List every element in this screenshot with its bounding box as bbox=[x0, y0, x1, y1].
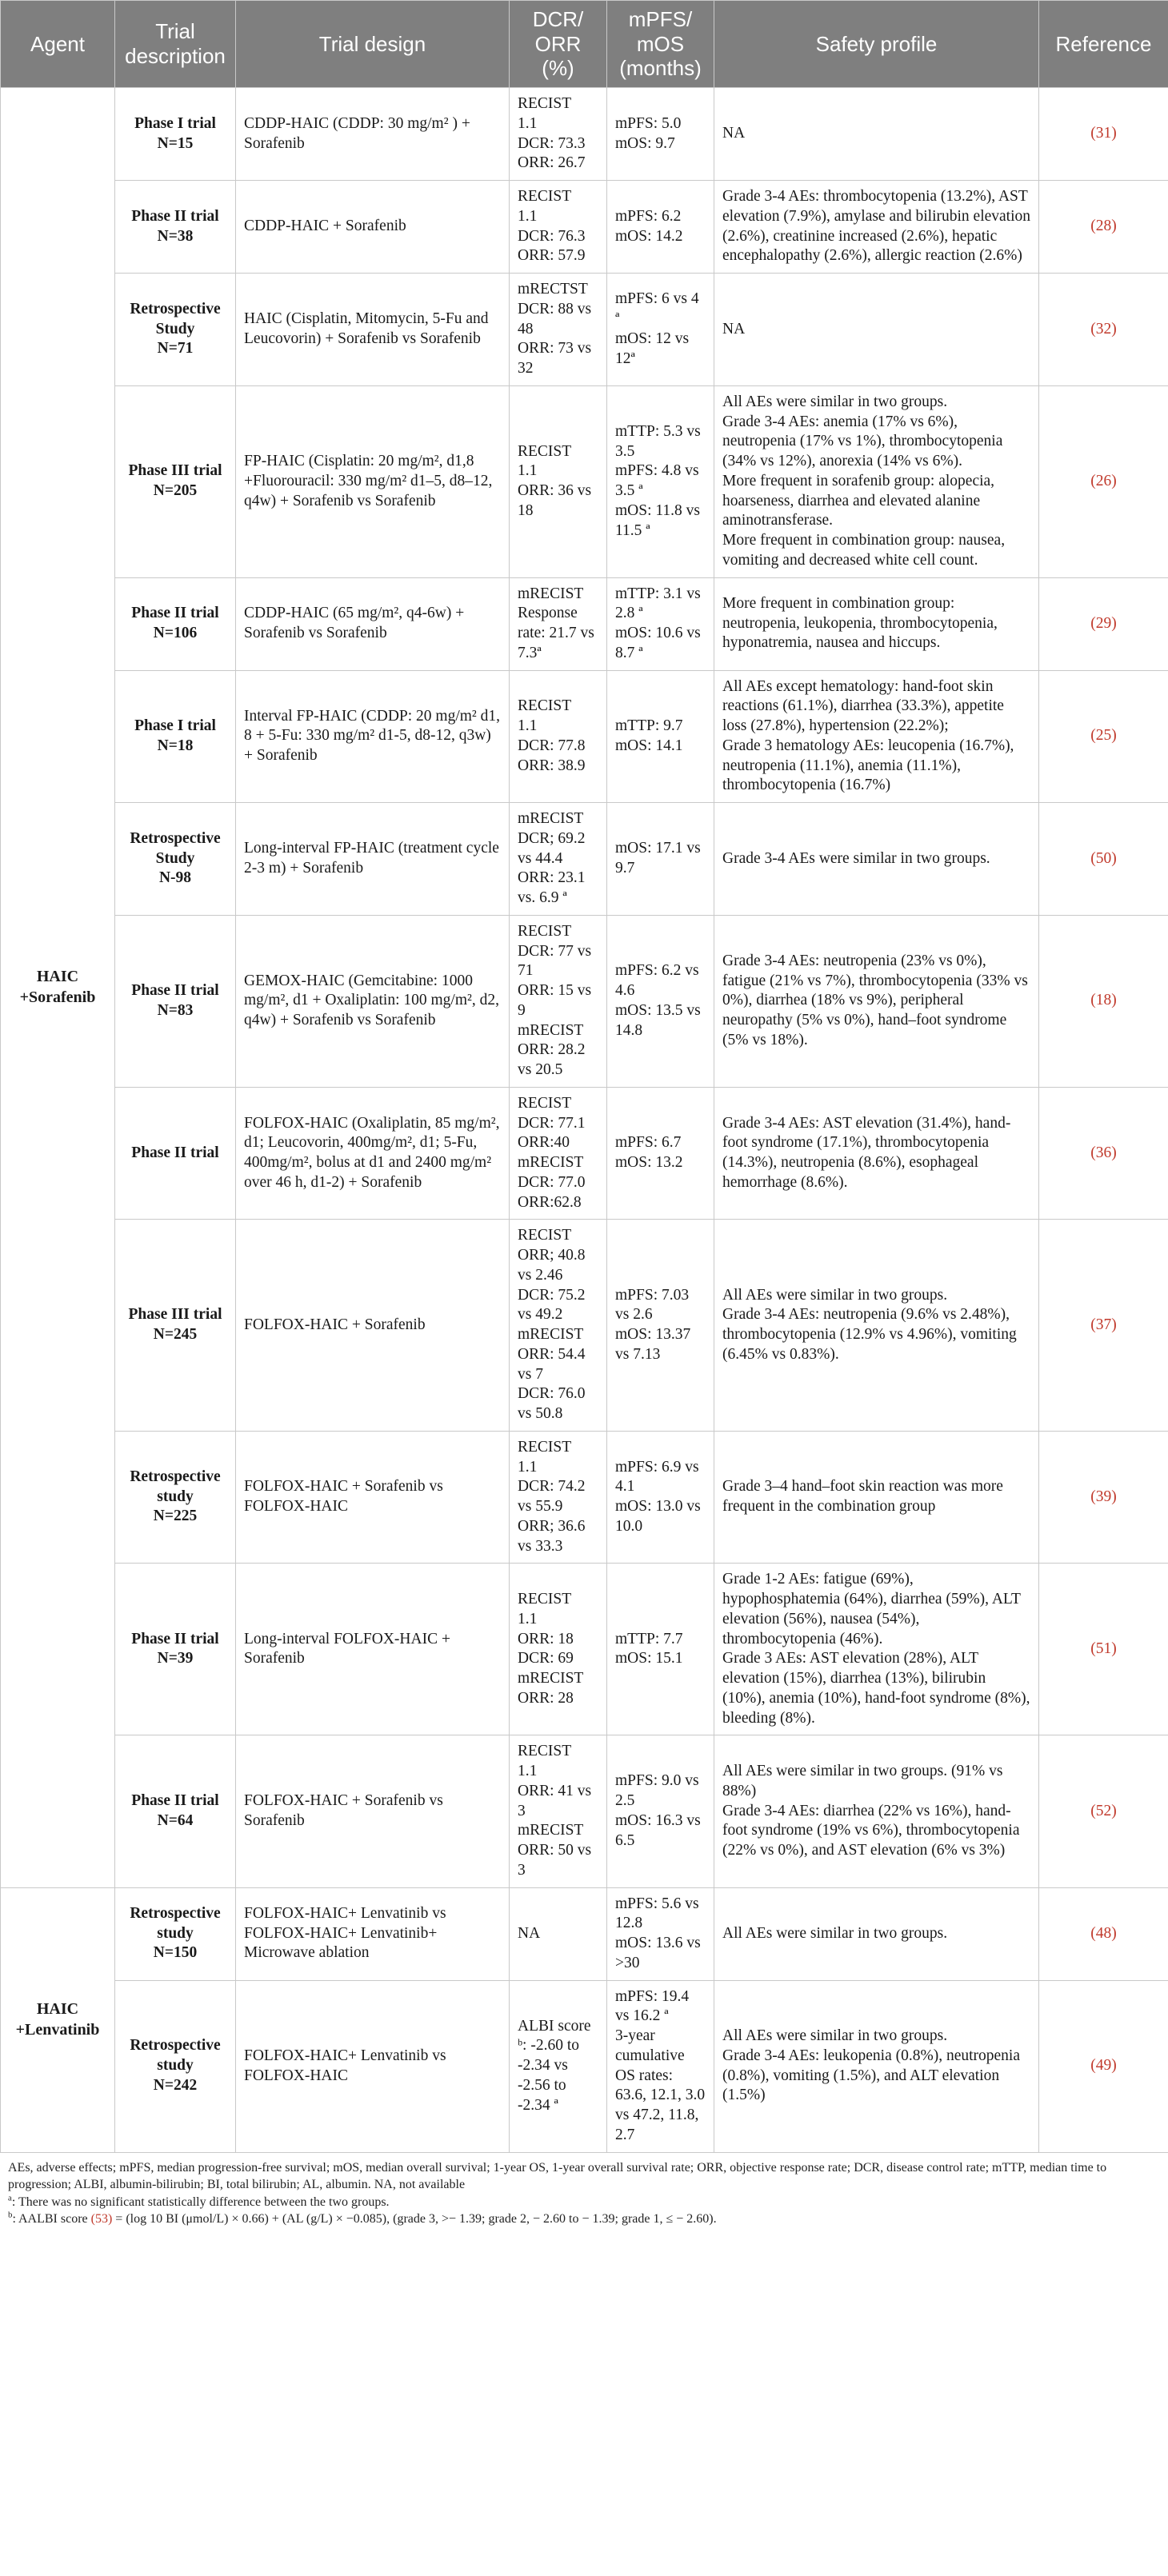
trial-description-cell-line: Retrospective Study bbox=[130, 829, 221, 867]
safety-profile-cell bbox=[714, 1980, 1039, 2152]
safety-profile-cell bbox=[714, 1431, 1039, 1564]
trial-description-cell bbox=[115, 1735, 236, 1887]
dcr-orr-cell-line: mRECIST bbox=[518, 585, 584, 602]
table-row bbox=[1, 803, 1168, 916]
reference-link[interactable]: (49) bbox=[1090, 2057, 1117, 2075]
trial-description-cell-line: N=205 bbox=[153, 482, 198, 500]
trial-description-cell bbox=[115, 803, 236, 916]
reference-link[interactable]: (36) bbox=[1090, 1144, 1117, 1161]
table-row bbox=[1, 1887, 1168, 1980]
table-row bbox=[1, 915, 1168, 1087]
agent-cell: HAIC +Lenvatinib bbox=[1, 1887, 115, 2152]
reference-cell bbox=[1039, 803, 1168, 916]
dcr-orr-cell-line: RECIST bbox=[518, 188, 572, 206]
trial-description-cell bbox=[115, 181, 236, 274]
dcr-orr-cell-line: 1.1 bbox=[518, 207, 538, 225]
mpfs-mos-cell-line: mPFS: 9.0 vs 2.5 bbox=[615, 1772, 699, 1810]
table-row bbox=[1, 670, 1168, 803]
reference-link[interactable]: (48) bbox=[1090, 1924, 1117, 1942]
safety-profile-cell-line: Grade 3–4 hand–foot skin reaction was more frequent in the combination group bbox=[722, 1478, 1003, 1516]
trial-description-cell-line: N=242 bbox=[153, 2076, 198, 2094]
dcr-orr-cell bbox=[510, 274, 607, 386]
trial-design-cell: FOLFOX-HAIC+ Lenvatinib vs FOLFOX-HAIC+ Lenvatinib+ Microwave ablation bbox=[236, 1887, 510, 1980]
dcr-orr-cell-line: DCR: 77.1 bbox=[518, 1114, 586, 1132]
safety-profile-cell-line: All AEs were similar in two groups. bbox=[722, 1286, 948, 1304]
mpfs-mos-cell bbox=[607, 385, 714, 577]
header-trial-design: Trial design bbox=[236, 1, 510, 88]
dcr-orr-cell-line: Response rate: 21.7 vs 7.3ª bbox=[518, 605, 594, 661]
dcr-orr-cell-line: ORR; 36.6 vs 33.3 bbox=[518, 1517, 586, 1555]
mpfs-mos-cell-line: mTTP: 3.1 vs 2.8 ª bbox=[615, 585, 701, 622]
dcr-orr-cell-line: DCR: 69 bbox=[518, 1650, 574, 1667]
trial-design-cell: Long-interval FP-HAIC (treatment cycle 2-3 m) + Sorafenib bbox=[236, 803, 510, 916]
dcr-orr-cell bbox=[510, 1735, 607, 1887]
dcr-orr-cell-line: mRECIST bbox=[518, 810, 584, 828]
safety-profile-cell-line: Grade 3-4 AEs: neutropenia (9.6% vs 2.48%), thrombocytopenia (12.9% vs 4.96%), vomiting (6.45% vs 0.83%). bbox=[722, 1306, 1017, 1363]
safety-profile-cell-line: Grade 3-4 AEs: thrombocytopenia (13.2%), AST elevation (7.9%), amylase and bilirubin elevation (2.6%), creatinine increased (2.6%), hepatic encephalopathy (2.6%), allergic reaction (2.6%) bbox=[722, 188, 1031, 265]
trial-description-cell bbox=[115, 274, 236, 386]
trial-description-cell-line: Retrospective study bbox=[130, 2037, 221, 2075]
dcr-orr-cell bbox=[510, 670, 607, 803]
dcr-orr-cell-line: DCR; 69.2 vs 44.4 bbox=[518, 829, 586, 867]
safety-profile-cell bbox=[714, 274, 1039, 386]
safety-profile-cell-line: All AEs were similar in two groups. (91% vs 88%) bbox=[722, 1763, 1003, 1799]
table-row bbox=[1, 385, 1168, 577]
mpfs-mos-cell-line: mOS: 14.2 bbox=[615, 227, 683, 245]
dcr-orr-cell-line: RECIST bbox=[518, 95, 572, 113]
agent-cell: HAIC +Sorafenib bbox=[1, 88, 115, 1888]
trial-description-cell-line: N=71 bbox=[157, 340, 194, 357]
trial-description-cell bbox=[115, 1564, 236, 1735]
safety-profile-cell-line: More frequent in combination group: neutropenia, leukopenia, thrombocytopenia, hyponatremia, nausea and hiccups. bbox=[722, 594, 998, 652]
trial-design-cell: CDDP-HAIC (CDDP: 30 mg/m² ) + Sorafenib bbox=[236, 88, 510, 181]
header-safety-profile: Safety profile bbox=[714, 1, 1039, 88]
trial-design-cell: GEMOX-HAIC (Gemcitabine: 1000 mg/m², d1 + Oxaliplatin: 100 mg/m², d2, q4w) + Sorafenib vs Sorafenib bbox=[236, 915, 510, 1087]
mpfs-mos-cell-line: mOS: 13.2 bbox=[615, 1154, 683, 1172]
footnote-b-reference-link[interactable]: (53) bbox=[90, 2212, 113, 2227]
trial-description-cell-line: N=245 bbox=[153, 1326, 198, 1344]
dcr-orr-cell-line: 1.1 bbox=[518, 1610, 538, 1627]
dcr-orr-cell-line: DCR: 75.2 vs 49.2 bbox=[518, 1286, 586, 1324]
dcr-orr-cell bbox=[510, 1220, 607, 1432]
table-row bbox=[1, 1220, 1168, 1432]
trial-description-cell-line: Phase III trial bbox=[128, 462, 222, 480]
mpfs-mos-cell-line: mOS: 12 vs 12ª bbox=[615, 329, 690, 367]
dcr-orr-cell-line: DCR: 77 vs 71 bbox=[518, 942, 592, 980]
safety-profile-cell bbox=[714, 670, 1039, 803]
safety-profile-cell-line: NA bbox=[722, 320, 746, 337]
dcr-orr-cell bbox=[510, 1564, 607, 1735]
safety-profile-cell-line: Grade 3-4 AEs: leukopenia (0.8%), neutropenia (0.8%), vomiting (1.5%), and ALT elevation (1.5%) bbox=[722, 2047, 1021, 2104]
dcr-orr-cell-line: RECIST bbox=[518, 1438, 572, 1456]
table-row bbox=[1, 577, 1168, 670]
mpfs-mos-cell-line: mOS: 16.3 vs 6.5 bbox=[615, 1811, 701, 1849]
dcr-orr-cell-line: ORR: 28.2 vs 20.5 bbox=[518, 1041, 586, 1079]
reference-cell bbox=[1039, 88, 1168, 181]
reference-link[interactable]: (26) bbox=[1090, 472, 1117, 489]
trial-description-cell-line: Phase II trial bbox=[131, 207, 219, 225]
dcr-orr-cell-line: mRECIST bbox=[518, 1326, 584, 1344]
mpfs-mos-cell bbox=[607, 1220, 714, 1432]
trial-description-cell-line: N=18 bbox=[157, 737, 194, 754]
mpfs-mos-cell-line: 3-year cumulative OS rates: 63.6, 12.1, 3.0 vs 47.2, 11.8, 2.7 bbox=[615, 2027, 706, 2143]
trial-description-cell bbox=[115, 88, 236, 181]
trial-description-cell-line: N=83 bbox=[157, 1001, 194, 1019]
mpfs-mos-cell bbox=[607, 1564, 714, 1735]
dcr-orr-cell bbox=[510, 915, 607, 1087]
dcr-orr-cell-line: RECIST bbox=[518, 442, 572, 460]
safety-profile-cell-line: All AEs except hematology: hand-foot skin reactions (61.1%), diarrhea (33.3%), appetite loss (27.8%), hypertension (22.2%); bbox=[722, 677, 1004, 735]
trial-description-cell bbox=[115, 1220, 236, 1432]
trial-design-cell: FP-HAIC (Cisplatin: 20 mg/m², d1,8 +Fluorouracil: 330 mg/m² d1–5, d8–12, q4w) + Sorafenib vs Sorafenib bbox=[236, 385, 510, 577]
dcr-orr-cell-line: mRECIST bbox=[518, 1154, 584, 1172]
header-row bbox=[1, 1, 1168, 88]
dcr-orr-cell bbox=[510, 577, 607, 670]
mpfs-mos-cell-line: mPFS: 5.0 bbox=[615, 114, 682, 132]
safety-profile-cell bbox=[714, 88, 1039, 181]
safety-profile-cell-line: All AEs were similar in two groups. bbox=[722, 2027, 948, 2045]
mpfs-mos-cell-line: mPFS: 4.8 vs 3.5 ª bbox=[615, 462, 699, 500]
table-row bbox=[1, 1735, 1168, 1887]
reference-cell bbox=[1039, 1087, 1168, 1220]
trial-description-cell-line: Phase I trial bbox=[134, 114, 216, 132]
safety-profile-cell-line: More frequent in sorafenib group: alopecia, hoarseness, diarrhea and elevated alanine aminotransferase. bbox=[722, 472, 995, 529]
mpfs-mos-cell bbox=[607, 1887, 714, 1980]
mpfs-mos-cell bbox=[607, 1431, 714, 1564]
safety-profile-cell-line: Grade 3 hematology AEs: leucopenia (16.7%), neutropenia (11.1%), anemia (11.1%), thrombocytopenia (16.7%) bbox=[722, 737, 1014, 794]
mpfs-mos-cell-line: mOS: 9.7 bbox=[615, 134, 675, 152]
reference-cell bbox=[1039, 1980, 1168, 2152]
dcr-orr-cell-line: ORR: 54.4 vs 7 bbox=[518, 1345, 586, 1383]
trial-description-cell bbox=[115, 1087, 236, 1220]
trial-design-cell: FOLFOX-HAIC+ Lenvatinib vs FOLFOX-HAIC bbox=[236, 1980, 510, 2152]
safety-profile-cell-line: Grade 1-2 AEs: fatigue (69%), hypophosphatemia (64%), diarrhea (59%), ALT elevation (56%), nausea (54%), thrombocytopenia (46%). bbox=[722, 1571, 1021, 1647]
header-reference: Reference bbox=[1039, 1, 1168, 88]
dcr-orr-cell bbox=[510, 803, 607, 916]
safety-profile-cell-line: Grade 3-4 AEs: anemia (17% vs 6%), neutropenia (17% vs 1%), thrombocytopenia (34% vs 12%), anorexia (14% vs 6%). bbox=[722, 413, 1003, 470]
mpfs-mos-cell-line: mOS: 11.8 vs 11.5 ª bbox=[615, 501, 701, 539]
safety-profile-cell-line: All AEs were similar in two groups. bbox=[722, 1924, 948, 1942]
table-row bbox=[1, 1431, 1168, 1564]
mpfs-mos-cell-line: mTTP: 5.3 vs 3.5 bbox=[615, 422, 701, 460]
dcr-orr-cell-line: DCR: 76.0 vs 50.8 bbox=[518, 1385, 586, 1423]
mpfs-mos-cell bbox=[607, 1980, 714, 2152]
trial-design-cell: Interval FP-HAIC (CDDP: 20 mg/m² d1, 8 + 5-Fu: 330 mg/m² d1-5, d8-12, q3w) + Sorafenib bbox=[236, 670, 510, 803]
dcr-orr-cell-line: RECIST bbox=[518, 1591, 572, 1608]
dcr-orr-cell-line: ORR: 50 vs 3 bbox=[518, 1842, 592, 1879]
header-agent: Agent bbox=[1, 1, 115, 88]
safety-profile-cell-line: All AEs were similar in two groups. bbox=[722, 393, 948, 410]
reference-cell bbox=[1039, 670, 1168, 803]
safety-profile-cell-line: Grade 3-4 AEs: neutropenia (23% vs 0%), fatigue (21% vs 7%), thrombocytopenia (33% vs 0%), diarrhea (18% vs 9%), peripheral neuropathy (5% vs 0%), hand–foot syndrome (5% vs 18%). bbox=[722, 952, 1028, 1048]
mpfs-mos-cell-line: mOS: 13.6 vs >30 bbox=[615, 1935, 701, 1971]
dcr-orr-cell-line: ORR: 38.9 bbox=[518, 757, 586, 774]
dcr-orr-cell-line: ORR: 57.9 bbox=[518, 247, 586, 265]
safety-profile-cell bbox=[714, 1887, 1039, 1980]
dcr-orr-cell-line: DCR: 77.0 bbox=[518, 1173, 586, 1191]
mpfs-mos-cell-line: mPFS: 6.2 vs 4.6 bbox=[615, 962, 699, 1000]
dcr-orr-cell-line: ORR; 40.8 vs 2.46 bbox=[518, 1247, 586, 1284]
header-mpfs-mos: mPFS/ mOS (months) bbox=[607, 1, 714, 88]
dcr-orr-cell-line: RECIST bbox=[518, 1094, 572, 1112]
safety-profile-cell bbox=[714, 1087, 1039, 1220]
trial-description-cell-line: N=15 bbox=[157, 134, 194, 152]
mpfs-mos-cell-line: mPFS: 5.6 vs 12.8 bbox=[615, 1895, 699, 1932]
trial-description-cell bbox=[115, 385, 236, 577]
reference-cell bbox=[1039, 1431, 1168, 1564]
trial-design-cell: Long-interval FOLFOX-HAIC + Sorafenib bbox=[236, 1564, 510, 1735]
trial-description-cell bbox=[115, 670, 236, 803]
dcr-orr-cell-line: ORR: 15 vs 9 bbox=[518, 982, 592, 1019]
table-row bbox=[1, 88, 1168, 181]
dcr-orr-cell-line: mRECTST bbox=[518, 281, 588, 298]
table-row bbox=[1, 1087, 1168, 1220]
dcr-orr-cell bbox=[510, 1980, 607, 2152]
mpfs-mos-cell-line: mOS: 13.37 vs 7.13 bbox=[615, 1326, 691, 1363]
mpfs-mos-cell bbox=[607, 803, 714, 916]
footnote-b: $^b$: AALBI score (53) = (log 10 BI (μmol/L) × 0.66) + (AL (g/L) × −0.085), (grade 3, >− 1.39; grade 2, − 2.60 to − 1.39; grade 1, ≤ − 2.60). bbox=[8, 2210, 717, 2227]
reference-link[interactable]: (32) bbox=[1090, 320, 1117, 337]
mpfs-mos-cell-line: mOS: 13.5 vs 14.8 bbox=[615, 1001, 701, 1039]
reference-cell bbox=[1039, 1220, 1168, 1432]
mpfs-mos-cell bbox=[607, 1735, 714, 1887]
dcr-orr-cell-line: RECIST bbox=[518, 1227, 572, 1244]
trial-description-cell-line: Phase II trial bbox=[131, 982, 219, 1000]
trial-description-cell-line: Phase II trial bbox=[131, 605, 219, 622]
dcr-orr-cell-line: DCR: 73.3 bbox=[518, 134, 586, 152]
header-trial-description: Trial description bbox=[115, 1, 236, 88]
table-footnotes bbox=[0, 2153, 1168, 2235]
mpfs-mos-cell bbox=[607, 577, 714, 670]
dcr-orr-cell-line: RECIST bbox=[518, 1743, 572, 1760]
dcr-orr-cell-line: ORR: 18 bbox=[518, 1630, 574, 1647]
mpfs-mos-cell bbox=[607, 915, 714, 1087]
reference-cell bbox=[1039, 577, 1168, 670]
safety-profile-cell bbox=[714, 915, 1039, 1087]
header-dcr-orr: DCR/ ORR (%) bbox=[510, 1, 607, 88]
dcr-orr-cell bbox=[510, 1431, 607, 1564]
safety-profile-cell-line: More frequent in combination group: nausea, vomiting and decreased white cell count. bbox=[722, 532, 1006, 569]
trial-description-cell-line: Phase II trial bbox=[131, 1630, 219, 1647]
reference-cell bbox=[1039, 385, 1168, 577]
trial-description-cell bbox=[115, 577, 236, 670]
trial-description-cell bbox=[115, 1980, 236, 2152]
mpfs-mos-cell-line: mPFS: 6.9 vs 4.1 bbox=[615, 1458, 699, 1496]
mpfs-mos-cell-line: mPFS: 19.4 vs 16.2 ª bbox=[615, 1987, 690, 2025]
dcr-orr-cell-line: ORR: 73 vs 32 bbox=[518, 340, 592, 377]
trial-description-cell-line: N=64 bbox=[157, 1811, 194, 1829]
safety-profile-cell-line: Grade 3-4 AEs were similar in two groups. bbox=[722, 849, 990, 867]
reference-link[interactable]: (37) bbox=[1090, 1316, 1117, 1333]
mpfs-mos-cell-line: mPFS: 6 vs 4 ª bbox=[615, 290, 699, 328]
dcr-orr-cell-line: DCR: 88 vs 48 bbox=[518, 300, 592, 337]
trial-description-cell-line: Retrospective study bbox=[130, 1904, 221, 1942]
mpfs-mos-cell-line: mOS: 15.1 bbox=[615, 1650, 683, 1667]
trial-description-cell-line: Phase III trial bbox=[128, 1306, 222, 1324]
trial-description-cell bbox=[115, 1887, 236, 1980]
dcr-orr-cell-line: ORR: 23.1 vs. 6.9 ª bbox=[518, 869, 586, 907]
dcr-orr-cell-line: DCR: 74.2 vs 55.9 bbox=[518, 1478, 586, 1516]
dcr-orr-cell-line: RECIST bbox=[518, 922, 572, 940]
mpfs-mos-cell-line: mPFS: 6.2 bbox=[615, 207, 682, 225]
reference-link[interactable]: (51) bbox=[1090, 1639, 1117, 1657]
trial-description-cell-line: N-98 bbox=[158, 869, 192, 887]
safety-profile-cell bbox=[714, 577, 1039, 670]
dcr-orr-cell-line: ORR:40 bbox=[518, 1134, 570, 1152]
table-row bbox=[1, 181, 1168, 274]
table-row bbox=[1, 274, 1168, 386]
mpfs-mos-cell-line: mOS: 13.0 vs 10.0 bbox=[615, 1498, 701, 1535]
trial-design-cell: CDDP-HAIC + Sorafenib bbox=[236, 181, 510, 274]
mpfs-mos-cell bbox=[607, 274, 714, 386]
reference-link[interactable]: (28) bbox=[1090, 218, 1117, 235]
trial-design-cell: CDDP-HAIC (65 mg/m², q4-6w) + Sorafenib vs Sorafenib bbox=[236, 577, 510, 670]
mpfs-mos-cell-line: mOS: 17.1 vs 9.7 bbox=[615, 840, 701, 877]
trial-design-cell: FOLFOX-HAIC + Sorafenib vs Sorafenib bbox=[236, 1735, 510, 1887]
mpfs-mos-cell-line: mPFS: 6.7 bbox=[615, 1134, 682, 1152]
reference-link[interactable]: (18) bbox=[1090, 992, 1117, 1009]
trial-design-cell: FOLFOX-HAIC + Sorafenib bbox=[236, 1220, 510, 1432]
reference-cell bbox=[1039, 1887, 1168, 1980]
trial-design-cell: FOLFOX-HAIC (Oxaliplatin, 85 mg/m², d1; Leucovorin, 400mg/m², d1; 5-Fu, 400mg/m², bolus at d1 and 2400 mg/m² over 46 h, d1-2) + Sorafenib bbox=[236, 1087, 510, 1220]
trial-description-cell-line: Phase II trial bbox=[131, 1144, 219, 1161]
trial-description-cell-line: N=150 bbox=[153, 1944, 198, 1962]
safety-profile-cell-line: Grade 3-4 AEs: AST elevation (31.4%), hand-foot syndrome (17.1%), thrombocytopenia (14.3%), neutropenia (8.6%), esophageal hemorrhage (8.6%). bbox=[722, 1114, 1011, 1191]
dcr-orr-cell bbox=[510, 181, 607, 274]
mpfs-mos-cell-line: mTTP: 9.7 bbox=[615, 717, 683, 735]
dcr-orr-cell-line: 1.1 bbox=[518, 114, 538, 132]
safety-profile-cell-line: Grade 3-4 AEs: diarrhea (22% vs 16%), hand-foot syndrome (19% vs 6%), thrombocytopenia (22% vs 0%), and AST elevation (6% vs 3%) bbox=[722, 1802, 1020, 1859]
dcr-orr-cell-line: mRECIST bbox=[518, 1822, 584, 1839]
table-row bbox=[1, 1980, 1168, 2152]
dcr-orr-cell-line: 1.1 bbox=[518, 1458, 538, 1476]
safety-profile-cell bbox=[714, 1220, 1039, 1432]
trial-description-cell-line: Retrospective study bbox=[130, 1468, 221, 1505]
dcr-orr-cell bbox=[510, 1087, 607, 1220]
trial-description-cell-line: N=39 bbox=[157, 1650, 194, 1667]
dcr-orr-cell-line: 1.1 bbox=[518, 462, 538, 480]
table-row bbox=[1, 1564, 1168, 1735]
dcr-orr-cell bbox=[510, 88, 607, 181]
reference-cell bbox=[1039, 274, 1168, 386]
mpfs-mos-cell-line: mOS: 10.6 vs 8.7 ª bbox=[615, 625, 701, 661]
trial-description-cell-line: N=38 bbox=[157, 227, 194, 245]
dcr-orr-cell bbox=[510, 1887, 607, 1980]
dcr-orr-cell-line: mRECIST bbox=[518, 1021, 584, 1039]
trial-description-cell bbox=[115, 915, 236, 1087]
dcr-orr-cell-line: mRECIST bbox=[518, 1670, 584, 1687]
reference-link[interactable]: (39) bbox=[1090, 1488, 1117, 1505]
safety-profile-cell bbox=[714, 1564, 1039, 1735]
trial-description-cell-line: N=225 bbox=[153, 1508, 198, 1525]
dcr-orr-cell-line: RECIST bbox=[518, 697, 572, 715]
trial-design-cell: FOLFOX-HAIC + Sorafenib vs FOLFOX-HAIC bbox=[236, 1431, 510, 1564]
reference-cell bbox=[1039, 1564, 1168, 1735]
safety-profile-cell bbox=[714, 181, 1039, 274]
mpfs-mos-cell bbox=[607, 181, 714, 274]
trial-design-cell: HAIC (Cisplatin, Mitomycin, 5-Fu and Leucovorin) + Sorafenib vs Sorafenib bbox=[236, 274, 510, 386]
dcr-orr-cell-line: 1.1 bbox=[518, 717, 538, 735]
reference-link[interactable]: (52) bbox=[1090, 1802, 1117, 1819]
dcr-orr-cell-line: 1.1 bbox=[518, 1763, 538, 1780]
dcr-orr-cell-line: ORR:62.8 bbox=[518, 1193, 582, 1211]
dcr-orr-cell-line: ORR: 26.7 bbox=[518, 154, 586, 172]
mpfs-mos-cell bbox=[607, 88, 714, 181]
trial-description-cell-line: Phase II trial bbox=[131, 1792, 219, 1810]
dcr-orr-cell-line: DCR: 77.8 bbox=[518, 737, 586, 754]
reference-cell bbox=[1039, 1735, 1168, 1887]
mpfs-mos-cell-line: mOS: 14.1 bbox=[615, 737, 683, 754]
dcr-orr-cell-line: DCR: 76.3 bbox=[518, 227, 586, 245]
footnote-a: $^a$: There was no significant statistically difference between the two groups. bbox=[8, 2193, 390, 2209]
dcr-orr-cell bbox=[510, 385, 607, 577]
trial-description-cell-line: Retrospective Study bbox=[130, 300, 221, 337]
mpfs-mos-cell-line: mTTP: 7.7 bbox=[615, 1630, 683, 1647]
reference-link[interactable]: (29) bbox=[1090, 614, 1117, 632]
safety-profile-cell bbox=[714, 385, 1039, 577]
safety-profile-cell-line: Grade 3 AEs: AST elevation (28%), ALT elevation (15%), diarrhea (13%), bilirubin (10%), anemia (10%), hand-foot syndrome (8%), bleeding (8%). bbox=[722, 1650, 1030, 1727]
dcr-orr-cell-line: NA bbox=[518, 1924, 541, 1942]
safety-profile-cell bbox=[714, 803, 1039, 916]
mpfs-mos-cell bbox=[607, 670, 714, 803]
trial-description-cell bbox=[115, 1431, 236, 1564]
trial-description-cell-line: Phase I trial bbox=[134, 717, 216, 735]
dcr-orr-cell-line: ORR: 41 vs 3 bbox=[518, 1782, 592, 1819]
safety-profile-cell-line: NA bbox=[722, 125, 746, 142]
dcr-orr-cell-line: ALBI score ᵇ: -2.60 to -2.34 vs -2.56 to -2.34 ª bbox=[518, 2017, 591, 2114]
reference-cell bbox=[1039, 915, 1168, 1087]
trial-description-cell-line: N=106 bbox=[153, 625, 198, 642]
reference-cell bbox=[1039, 181, 1168, 274]
reference-link[interactable]: (50) bbox=[1090, 849, 1117, 867]
mpfs-mos-cell bbox=[607, 1087, 714, 1220]
dcr-orr-cell-line: ORR: 28 bbox=[518, 1689, 574, 1707]
reference-link[interactable]: (25) bbox=[1090, 727, 1117, 745]
reference-link[interactable]: (31) bbox=[1090, 125, 1117, 142]
mpfs-mos-cell-line: mPFS: 7.03 vs 2.6 bbox=[615, 1286, 690, 1324]
dcr-orr-cell-line: ORR: 36 vs 18 bbox=[518, 482, 592, 519]
safety-profile-cell bbox=[714, 1735, 1039, 1887]
footnote-abbreviations: AEs, adverse effects; mPFS, median progression-free survival; mOS, median overall survival; 1-year OS, 1-year overall survival rate; ORR, objective response rate; DCR, disease control rate; mTTP, median time to progression; ALBI, albumin-bilirubin; BI, total bilirubin; AL, albumin. NA, not available bbox=[8, 2160, 1107, 2192]
